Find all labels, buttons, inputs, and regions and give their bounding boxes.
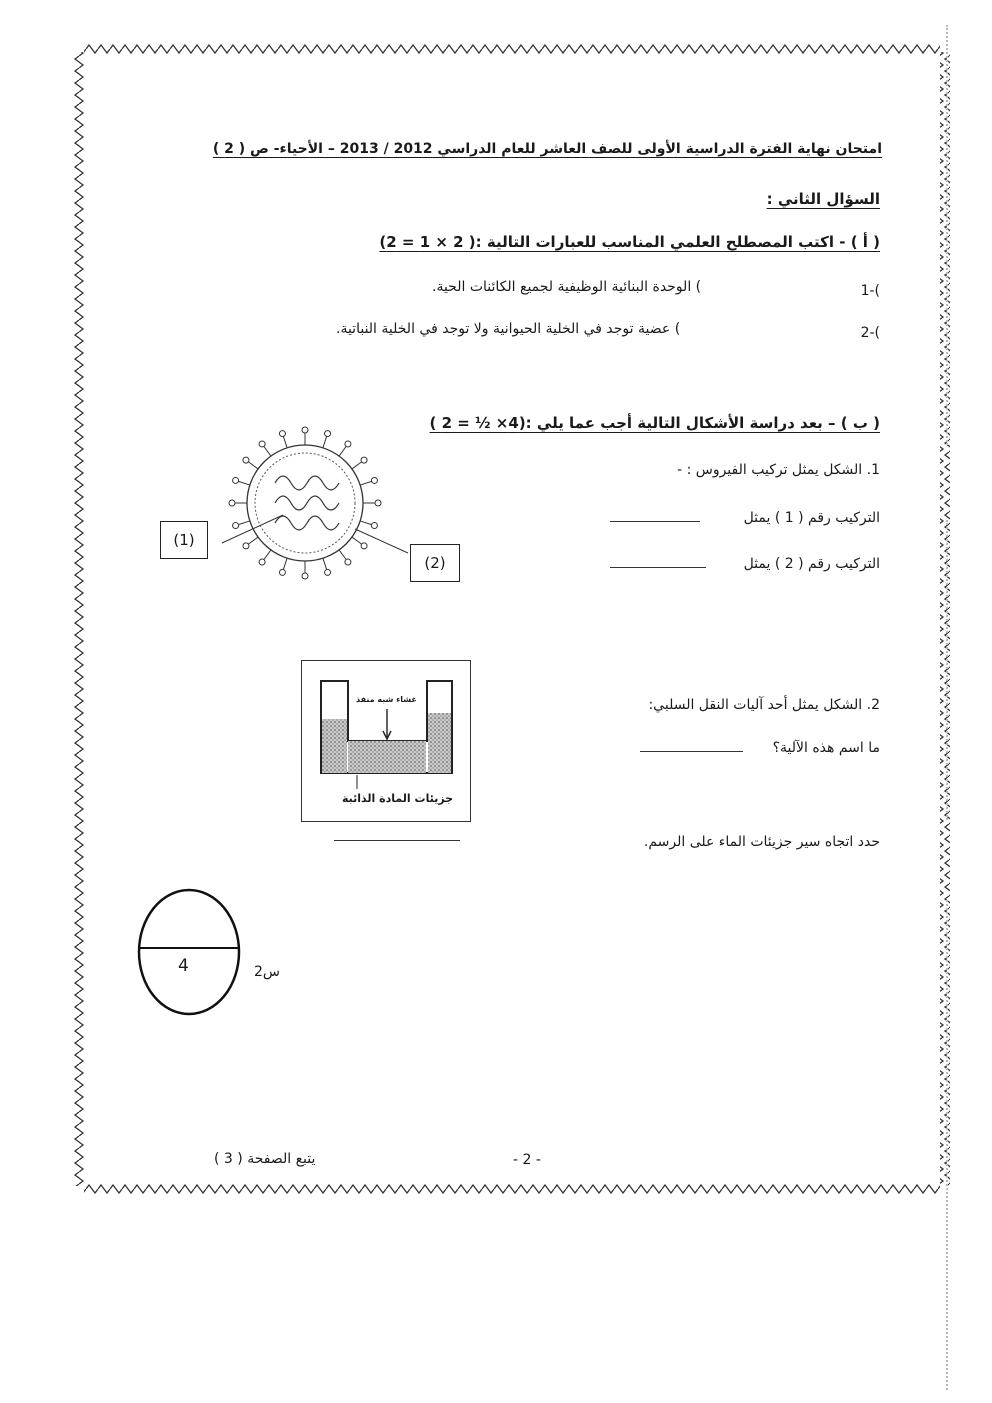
membrane-label: غشاء شبه منفذ <box>356 695 417 704</box>
item-close-paren: ) <box>695 279 702 295</box>
decorative-border <box>74 44 950 1194</box>
item-close-paren: ) <box>674 321 681 337</box>
part-a-heading: ( أ ) - اكتب المصطلح العلمي المناسب للعبارات التالية :( 2 × 1 = 2) <box>379 233 880 251</box>
part-b-heading: ( ب ) – بعد دراسة الأشكال التالية أجب عما يلي :(4× ½ = 2 ) <box>429 414 880 432</box>
score-label: س2 <box>254 964 281 980</box>
item-statement: عضية توجد في الخلية الحيوانية ولا توجد في الخلية النباتية. <box>336 321 671 337</box>
answer-blank[interactable] <box>610 567 706 568</box>
label-box-2: (2) <box>410 544 460 582</box>
q1-line-2: التركيب رقم ( 2 ) يمثل <box>743 556 880 572</box>
score-value: 4 <box>178 956 189 976</box>
q2-intro: 2. الشكل يمثل أحد آليات النقل السلبي: <box>648 697 880 713</box>
exam-header: امتحان نهاية الفترة الدراسية الأولى للصف العاشر للعام الدراسي 2012 / 2013 – الأحياء- ص ( 2 ) <box>212 141 882 157</box>
scan-margin-dots <box>946 520 950 820</box>
solute-label: جزيئات المادة الذائبة <box>342 792 454 805</box>
item-text <box>336 321 680 337</box>
item-number: 2-( <box>860 325 880 341</box>
page-number: - 2 - <box>513 1152 541 1168</box>
label-box-1: (1) <box>160 521 208 559</box>
score-oval <box>136 886 244 1018</box>
osmosis-figure <box>301 660 471 822</box>
q2-instruction: حدد اتجاه سير جزيئات الماء على الرسم. <box>643 834 880 850</box>
item-text <box>432 279 701 295</box>
item-statement: الوحدة البنائية الوظيفية لجميع الكائنات الحية. <box>432 279 692 295</box>
continue-note: يتبع الصفحة ( 3 ) <box>214 1151 316 1167</box>
scan-margin-dots <box>946 900 950 1390</box>
answer-blank[interactable] <box>640 751 743 752</box>
item-number: 1-( <box>860 283 880 299</box>
scan-margin-dots <box>946 25 950 445</box>
q1-line-1: التركيب رقم ( 1 ) يمثل <box>743 510 880 526</box>
question-title: السؤال الثاني : <box>766 190 880 208</box>
q2-question: ما اسم هذه الآلية؟ <box>772 740 880 756</box>
q1-intro: 1. الشكل يمثل تركيب الفيروس : - <box>677 462 880 478</box>
answer-blank[interactable] <box>610 521 700 522</box>
answer-blank[interactable] <box>334 840 460 841</box>
